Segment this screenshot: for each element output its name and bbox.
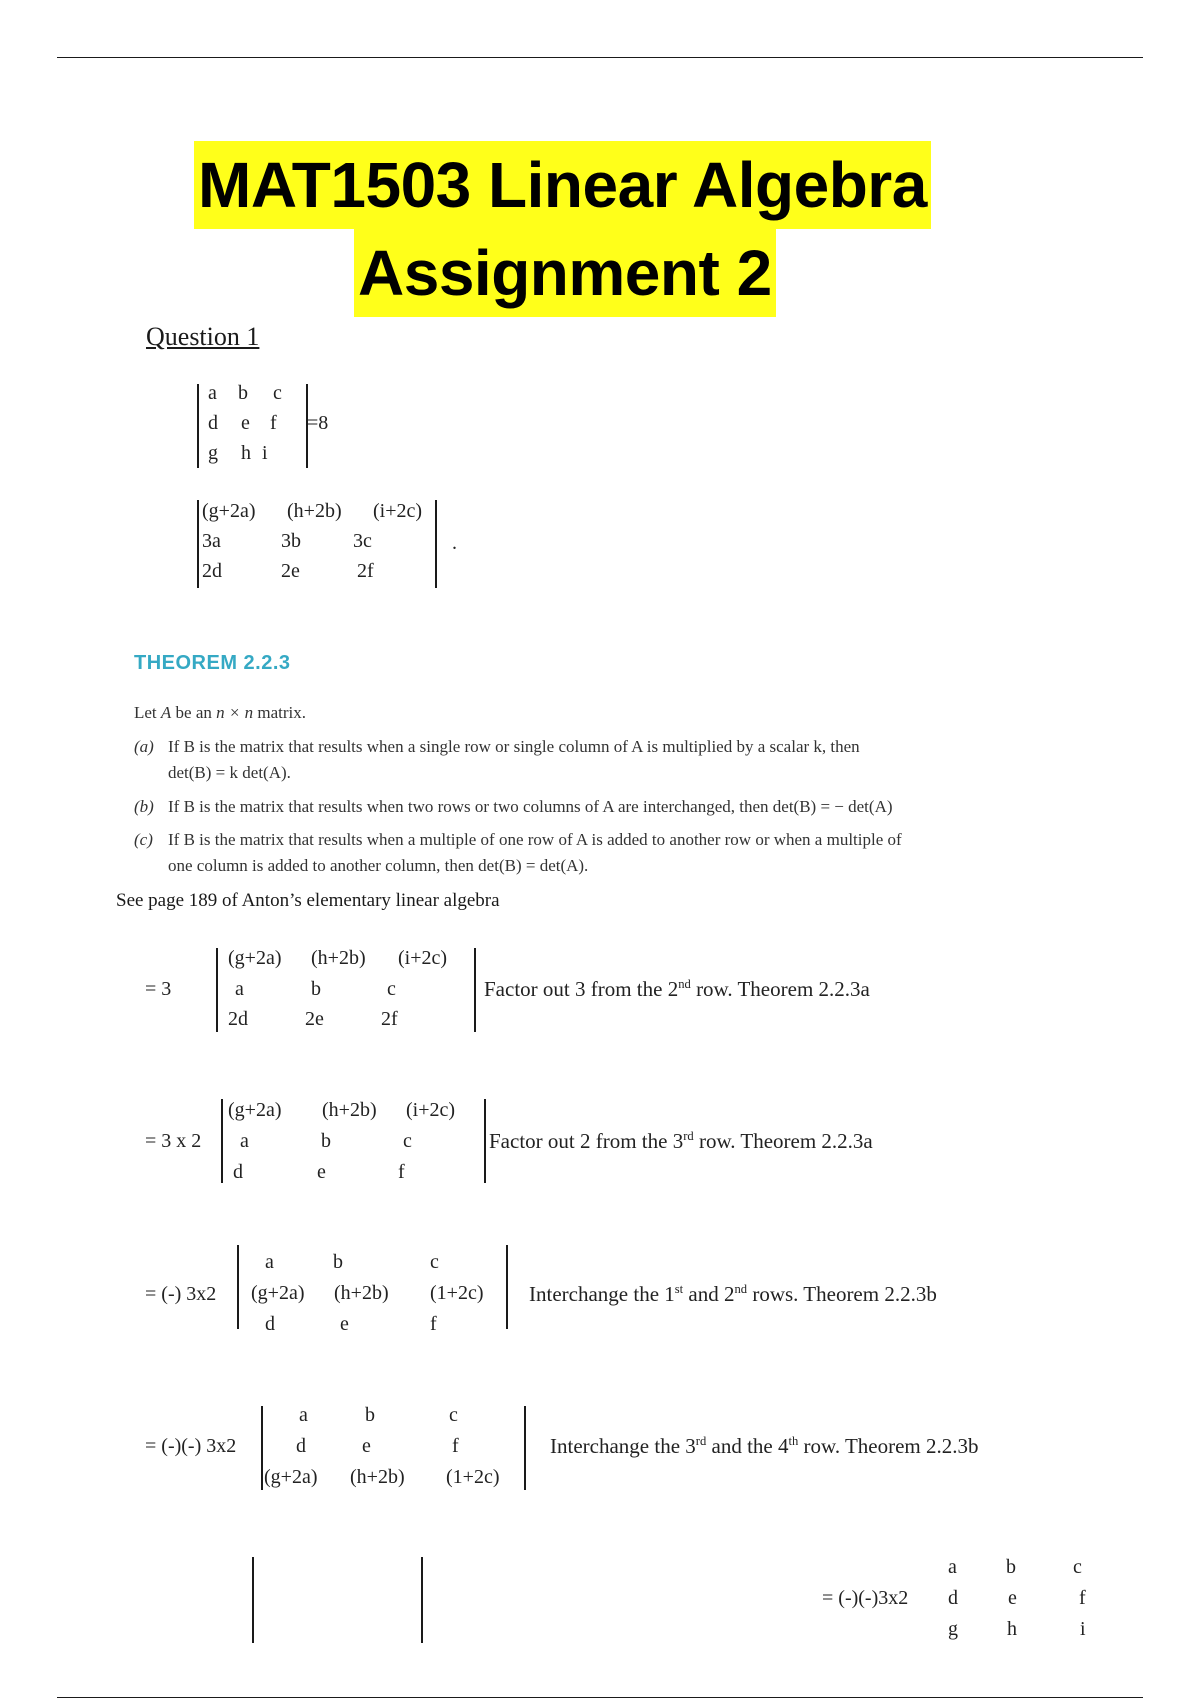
step5-prefix: = (-)(-)3x2 <box>822 1587 909 1609</box>
theorem-heading: THEOREM 2.2.3 <box>134 652 291 674</box>
step4-note-pre: Interchange the 3 <box>550 1434 696 1458</box>
matrix-cell: (g+2a) <box>202 500 256 522</box>
theorem-intro-var: A <box>160 703 172 722</box>
theorem-part-c-line1: If B is the matrix that results when a multiple of one row of A is added to another row or when a multiple of <box>168 830 902 849</box>
reference-note: See page 189 of Anton’s elementary linear algebra <box>116 890 500 911</box>
matrix-cell: f <box>1079 1587 1086 1609</box>
matrix-cell: 2d <box>202 560 222 582</box>
step3-note-mid: and 2 <box>683 1282 735 1306</box>
matrix-cell: b <box>311 978 321 1000</box>
matrix-cell: 2e <box>305 1008 324 1030</box>
theorem-part-c-label: (c) <box>134 830 153 849</box>
matrix-cell: a <box>299 1404 308 1426</box>
matrix-cell: 2f <box>357 560 374 582</box>
matrix-cell: (g+2a) <box>228 947 282 969</box>
matrix-cell: b <box>238 382 248 404</box>
matrix-cell: g <box>948 1618 958 1640</box>
step3-note-sup: st <box>674 1282 684 1297</box>
matrix-cell: 2f <box>381 1008 398 1030</box>
matrix-cell: (1+2c) <box>430 1282 484 1304</box>
matrix-cell: e <box>1008 1587 1017 1609</box>
theorem-intro-dim: n × n <box>216 703 254 722</box>
matrix-cell: e <box>362 1435 371 1457</box>
step5-bar-left <box>252 1557 254 1643</box>
matrix-cell: d <box>948 1587 958 1609</box>
theorem-intro <box>134 703 306 723</box>
theorem-part-b-label: (b) <box>134 797 154 816</box>
title-line-1: MAT1503 Linear Algebra <box>194 141 931 229</box>
theorem-part-a-label: (a) <box>134 737 154 756</box>
matrix-cell: (g+2a) <box>264 1466 318 1488</box>
matrix-cell: i <box>1080 1618 1086 1640</box>
step4-prefix: = (-)(-) 3x2 <box>145 1435 237 1457</box>
matrix-cell: 3a <box>202 530 221 552</box>
matrix-cell: c <box>403 1130 412 1152</box>
matrix-cell: (i+2c) <box>406 1099 456 1121</box>
matrix-cell: 2d <box>228 1008 248 1030</box>
matrix-cell: e <box>241 412 250 434</box>
step3-note <box>529 1282 937 1307</box>
matrix-cell: (i+2c) <box>373 500 423 522</box>
step3-note-post: rows. Theorem 2.2.3b <box>747 1282 937 1306</box>
step1-prefix: = 3 <box>145 978 172 1000</box>
matrix-cell: d <box>296 1435 306 1457</box>
title-line-2: Assignment 2 <box>354 229 776 317</box>
matrix-cell: 2e <box>281 560 300 582</box>
step3-note-pre: Interchange the 1 <box>529 1282 675 1306</box>
matrix-cell: a <box>235 978 244 1000</box>
matrix-cell: h <box>241 442 251 464</box>
matrix-cell: c <box>387 978 396 1000</box>
matrix-cell: a <box>240 1130 249 1152</box>
matrix-cell: (h+2b) <box>311 947 366 969</box>
matrix-cell: (h+2b) <box>322 1099 377 1121</box>
step2-note <box>489 1129 873 1154</box>
step1-note-pre: Factor out 3 from the 2 <box>484 977 679 1001</box>
step4-note <box>550 1434 979 1459</box>
matrix-cell: f <box>270 412 277 434</box>
step4-note-sup: rd <box>695 1434 707 1449</box>
matrix-cell: c <box>449 1404 458 1426</box>
step1-note-sup: nd <box>678 977 691 992</box>
step1-note <box>484 977 870 1002</box>
step1-note-post: row. Theorem 2.2.3a <box>690 977 870 1001</box>
matrix-cell: b <box>333 1251 343 1273</box>
given-value: =8 <box>307 412 329 434</box>
step4-note-post: row. Theorem 2.2.3b <box>798 1434 979 1458</box>
matrix-cell: d <box>208 412 218 434</box>
step4-note-sup2: th <box>788 1434 799 1449</box>
matrix-cell: b <box>365 1404 375 1426</box>
step2-note-sup: rd <box>683 1129 694 1144</box>
matrix-cell: f <box>398 1161 405 1183</box>
matrix-cell: h <box>1007 1618 1017 1640</box>
matrix-cell: (h+2b) <box>287 500 342 522</box>
target-suffix: . <box>452 532 457 554</box>
matrix-cell: b <box>321 1130 331 1152</box>
matrix-cell: g <box>208 442 218 464</box>
matrix-cell: (i+2c) <box>398 947 448 969</box>
bottom-rule <box>57 1697 1143 1698</box>
step2-note-pre: Factor out 2 from the 3 <box>489 1129 684 1153</box>
matrix-cell: d <box>233 1161 243 1183</box>
step5-bar-right <box>421 1557 423 1643</box>
matrix-cell: a <box>208 382 217 404</box>
theorem-intro-post: matrix. <box>253 703 307 722</box>
theorem-intro-pre: Let <box>134 703 161 722</box>
theorem-part-a-line1: If B is the matrix that results when a single row or single column of A is multiplied by a scalar k, then <box>168 737 860 756</box>
matrix-cell: (g+2a) <box>251 1282 305 1304</box>
matrix-cell: c <box>1073 1556 1082 1578</box>
step3-note-sup2: nd <box>734 1282 748 1297</box>
step2-prefix: = 3 x 2 <box>145 1130 202 1152</box>
theorem-intro-mid: be an <box>171 703 217 722</box>
matrix-cell: i <box>262 442 268 464</box>
theorem-part-a-line2: det(B) = k det(A). <box>168 763 291 782</box>
matrix-cell: b <box>1006 1556 1016 1578</box>
question-heading: Question 1 <box>146 322 260 351</box>
step4-note-mid: and the 4 <box>706 1434 789 1458</box>
matrix-cell: f <box>452 1435 459 1457</box>
matrix-cell: c <box>430 1251 439 1273</box>
matrix-cell: (g+2a) <box>228 1099 282 1121</box>
step2-note-post: row. Theorem 2.2.3a <box>693 1129 873 1153</box>
matrix-cell: c <box>273 382 282 404</box>
matrix-cell: (h+2b) <box>334 1282 389 1304</box>
theorem-part-c-line2: one column is added to another column, then det(B) = det(A). <box>168 856 589 875</box>
matrix-cell: (1+2c) <box>446 1466 500 1488</box>
matrix-cell: (h+2b) <box>350 1466 405 1488</box>
step3-prefix: = (-) 3x2 <box>145 1283 217 1305</box>
theorem-part-b-line1: If B is the matrix that results when two rows or two columns of A are interchanged, then det(B) = − det(A) <box>168 797 893 816</box>
matrix-cell: a <box>265 1251 274 1273</box>
matrix-cell: f <box>430 1313 437 1335</box>
matrix-cell: 3b <box>281 530 301 552</box>
matrix-cell: d <box>265 1313 275 1335</box>
matrix-cell: e <box>340 1313 349 1335</box>
matrix-cell: e <box>317 1161 326 1183</box>
top-rule <box>57 57 1143 58</box>
matrix-cell: 3c <box>353 530 372 552</box>
matrix-cell: a <box>948 1556 957 1578</box>
